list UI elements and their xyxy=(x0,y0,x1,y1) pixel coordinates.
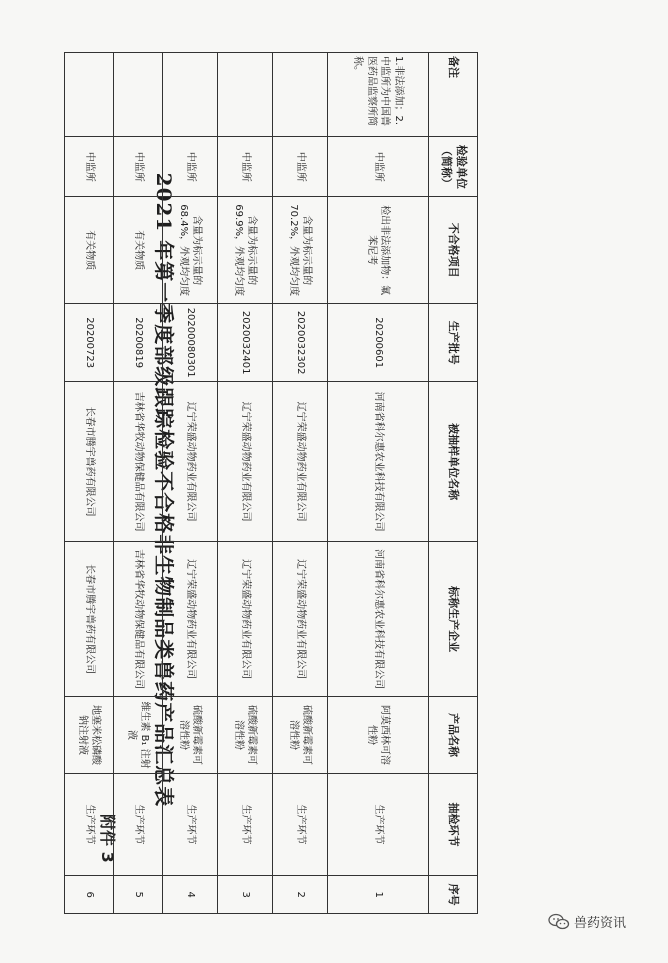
cell-note xyxy=(273,53,328,137)
cell-stage: 生产环节 xyxy=(218,773,273,876)
cell-failed-item: 检出非法添加物：氟苯尼考 xyxy=(328,197,429,304)
cell-lab: 中监所 xyxy=(114,137,163,197)
wechat-icon xyxy=(548,913,570,931)
cell-stage: 生产环节 xyxy=(114,773,163,876)
cell-product: 阿莫西林可溶性粉 xyxy=(328,697,429,773)
cell-batch: 20200080301 xyxy=(163,304,218,382)
cell-stage: 生产环节 xyxy=(65,773,114,876)
cell-sampled-unit: 吉林省华牧动物保健品有限公司 xyxy=(114,382,163,542)
cell-sampled-unit: 辽宁荣盛动物药业有限公司 xyxy=(273,382,328,542)
cell-sampled-unit: 长春市腾宇兽药有限公司 xyxy=(65,382,114,542)
cell-lab: 中监所 xyxy=(163,137,218,197)
cell-batch: 2020032401 xyxy=(218,304,273,382)
cell-sampled-unit: 河南省科尔惠农业科技有限公司 xyxy=(328,382,429,542)
cell-note xyxy=(114,53,163,137)
cell-seq: 2 xyxy=(273,876,328,914)
document-title: 2021 年第一季度部级跟踪检验不合格非生物制品类兽药产品汇总表 xyxy=(152,172,176,808)
cell-product: 地塞米松磷酸钠注射液 xyxy=(65,697,114,773)
table-row xyxy=(65,53,114,914)
cell-sampled-unit: 辽宁荣盛动物药业有限公司 xyxy=(163,382,218,542)
header-seq: 序号 xyxy=(429,876,478,914)
cell-failed-item: 含量为标示量的68.4%，外观均匀度 xyxy=(163,197,218,304)
header-note: 备注 xyxy=(429,53,478,137)
table-header xyxy=(429,53,478,914)
cell-seq: 3 xyxy=(218,876,273,914)
cell-stage: 生产环节 xyxy=(328,773,429,876)
cell-lab: 中监所 xyxy=(218,137,273,197)
cell-seq: 4 xyxy=(163,876,218,914)
cell-product: 维生素 B₁ 注射液 xyxy=(114,697,163,773)
cell-stage: 生产环节 xyxy=(273,773,328,876)
header-stage: 抽检环节 xyxy=(429,773,478,876)
cell-seq: 6 xyxy=(65,876,114,914)
header-sampled-unit: 被抽样单位名称 xyxy=(429,382,478,542)
cell-sampled-unit: 辽宁荣盛动物药业有限公司 xyxy=(218,382,273,542)
header-batch: 生产批号 xyxy=(429,304,478,382)
header-manufacturer: 标称生产企业 xyxy=(429,541,478,697)
cell-failed-item: 有关物质 xyxy=(114,197,163,304)
cell-seq: 1 xyxy=(328,876,429,914)
cell-lab: 中监所 xyxy=(273,137,328,197)
watermark-text: 兽药资讯 xyxy=(574,916,627,931)
table-row xyxy=(328,53,429,914)
cell-manufacturer: 辽宁荣盛动物药业有限公司 xyxy=(273,541,328,697)
cell-batch: 20200601 xyxy=(328,304,429,382)
cell-manufacturer: 长春市腾宇兽药有限公司 xyxy=(65,541,114,697)
cell-lab: 中监所 xyxy=(328,137,429,197)
cell-batch: 2020032302 xyxy=(273,304,328,382)
header-lab: 检验单位（简称） xyxy=(429,137,478,197)
table-row xyxy=(273,53,328,914)
annex-label: 附件 3 xyxy=(98,814,117,863)
cell-manufacturer: 河南省科尔惠农业科技有限公司 xyxy=(328,541,429,697)
cell-product: 硫酸新霉素可溶性粉 xyxy=(163,697,218,773)
cell-product: 硫酸新霉素可溶性粉 xyxy=(273,697,328,773)
cell-manufacturer: 辽宁荣盛动物药业有限公司 xyxy=(163,541,218,697)
cell-note xyxy=(163,53,218,137)
cell-lab: 中监所 xyxy=(65,137,114,197)
cell-manufacturer: 吉林省华牧动物保健品有限公司 xyxy=(114,541,163,697)
cell-failed-item: 含量为标示量的69.9%，外观均匀度 xyxy=(218,197,273,304)
summary-table xyxy=(64,52,478,914)
cell-stage: 生产环节 xyxy=(163,773,218,876)
cell-manufacturer: 辽宁荣盛动物药业有限公司 xyxy=(218,541,273,697)
cell-batch: 20200723 xyxy=(65,304,114,382)
cell-note xyxy=(218,53,273,137)
header-product: 产品名称 xyxy=(429,697,478,773)
table-row xyxy=(218,53,273,914)
cell-note: 1.非法添加；2.中监所为中国兽医药品监察所简称。 xyxy=(328,53,429,137)
header-failed-item: 不合格项目 xyxy=(429,197,478,304)
cell-seq: 5 xyxy=(114,876,163,914)
cell-failed-item: 含量为标示量的70.2%，外观均匀度 xyxy=(273,197,328,304)
source-watermark xyxy=(548,912,626,931)
table-row xyxy=(114,53,163,914)
cell-note xyxy=(65,53,114,137)
cell-failed-item: 有关物质 xyxy=(65,197,114,304)
cell-batch: 20200819 xyxy=(114,304,163,382)
table-row xyxy=(163,53,218,914)
cell-product: 硫酸新霉素可溶性粉 xyxy=(218,697,273,773)
